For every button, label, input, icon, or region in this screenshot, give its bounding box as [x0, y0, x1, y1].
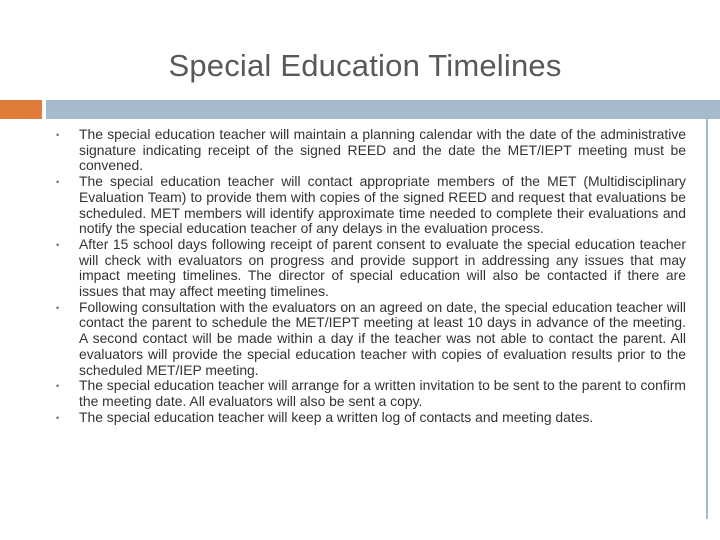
- bullet-text: The special education teacher will keep a written log of contacts and meeting dates.: [79, 408, 594, 425]
- bullet-icon: •: [56, 177, 60, 188]
- bullet-item-invitation: [54, 378, 686, 409]
- title-accent-bar: [0, 100, 42, 119]
- bullet-item-calendar: [54, 127, 686, 174]
- right-border-line: [706, 119, 708, 519]
- bullet-icon: •: [56, 130, 60, 140]
- bullet-text: The special education teacher will maintain a planning calendar with the date of the administrative signature indicating receipt of the signed REED and the date the MET/IEPT meeting must be convened.: [79, 126, 686, 174]
- bullet-item-check-progress: [54, 237, 686, 300]
- bullet-text: The special education teacher will arrange for a written invitation to be sent to the parent to confirm the meeting date. All evaluators will also be sent a copy.: [79, 377, 686, 409]
- bullet-item-contact-met: [54, 174, 686, 237]
- bullet-item-schedule-meeting: [54, 300, 686, 379]
- bullet-text: Following consultation with the evaluators on an agreed on date, the special education teacher will contact the parent to schedule the MET/IEPT meeting at least 10 days in advance of the meeting. A second contact will be made within a day if the teacher was not able to contact the parent. All evaluators will provide the special education teacher with copies of evaluation results prior to the scheduled MET/IEP meeting.: [79, 298, 686, 378]
- bullet-text: After 15 school days following receipt of parent consent to evaluate the special education teacher will check with evaluators on progress and provide support in addressing any issues that may impact meeting timelines. The director of special education will also be contacted if there are issues that may affect meeting timelines.: [79, 235, 686, 300]
- bullet-item-log: [54, 410, 686, 426]
- bullet-icon: •: [56, 381, 60, 392]
- bullet-list: [54, 127, 686, 425]
- bullet-icon: •: [56, 302, 60, 313]
- bullet-text: The special education teacher will contact appropriate members of the MET (Multidisciplinary Evaluation Team) to provide them with copies of the signed REED and request that evaluations be scheduled. MET members will identify approximate time needed to complete their evaluations and notify the special education teacher of any delays in the evaluation process.: [79, 173, 686, 237]
- title-divider-bar: [46, 100, 720, 119]
- slide-title: Special Education Timelines: [168, 48, 562, 83]
- bullet-icon: •: [56, 412, 60, 423]
- bullet-icon: •: [56, 239, 60, 250]
